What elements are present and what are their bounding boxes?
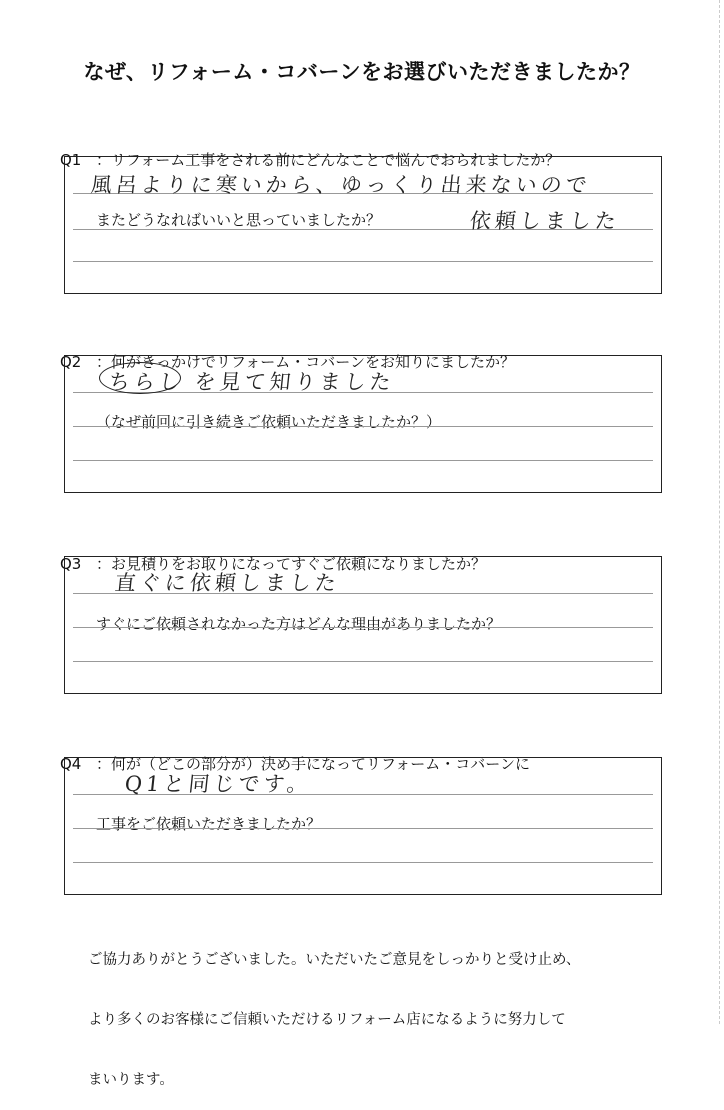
question-number: Q2 xyxy=(60,353,82,371)
ruled-line xyxy=(73,627,653,628)
ruled-line xyxy=(73,460,653,461)
footer-line-1: ご協力ありがとうございました。いただいたご意見をしっかりと受け止め、 xyxy=(88,952,581,968)
page-edge xyxy=(719,0,720,1024)
question-number: Q1 xyxy=(60,151,82,169)
ruled-line xyxy=(73,261,653,262)
question-text-line2: すぐにご依頼されなかった方はどんな理由がありましたか？ xyxy=(96,615,502,633)
answer-box-4[interactable] xyxy=(64,757,662,895)
handwritten-answer-line2: 依頼しました xyxy=(468,209,622,233)
question-text: ：何がきっかけでリフォーム・コバーンをお知りにましたか？ xyxy=(96,353,515,371)
question-number: Q3 xyxy=(60,555,82,573)
page-title: なぜ、リフォーム・コバーンをお選びいただきましたか？ xyxy=(83,60,641,84)
question-text-line2: 工事をご依頼いただきましたか？ xyxy=(96,815,322,833)
ruled-line xyxy=(73,862,653,863)
handwritten-answer: 直ぐに依頼しました xyxy=(113,571,342,595)
question-text-line2: （なぜ前回に引き続きご依頼いただきましたか？） xyxy=(96,413,442,431)
answer-box-2[interactable] xyxy=(64,355,662,493)
handwritten-answer: 風呂よりに寒いから、ゆっくり出来ないので xyxy=(89,173,592,197)
ruled-line xyxy=(73,426,653,427)
footer-message xyxy=(88,910,580,1110)
question-text: ：お見積りをお取りになってすぐご依頼になりましたか？ xyxy=(96,555,487,573)
ruled-line xyxy=(73,661,653,662)
footer-line-2: より多くのお客様にご信頼いただけるリフォーム店になるように努力して xyxy=(88,1012,566,1028)
ruled-line xyxy=(73,828,653,829)
question-text-line2: またどうなればいいと思っていましたか？ xyxy=(96,211,382,229)
handwritten-answer: Q1と同じです。 xyxy=(123,772,314,796)
footer-line-3: まいります。 xyxy=(88,1072,174,1088)
question-text: ：リフォーム工事をされる前にどんなことで悩んでおられましたか？ xyxy=(96,151,561,169)
question-number: Q4 xyxy=(60,755,82,773)
answer-box-1[interactable] xyxy=(64,156,662,294)
question-text: ：何が（どこの部分が）決め手になってリフォーム・コバーンに xyxy=(96,755,530,773)
answer-box-3[interactable] xyxy=(64,556,662,694)
handwritten-answer: ちらし を見て知りました xyxy=(107,370,396,394)
